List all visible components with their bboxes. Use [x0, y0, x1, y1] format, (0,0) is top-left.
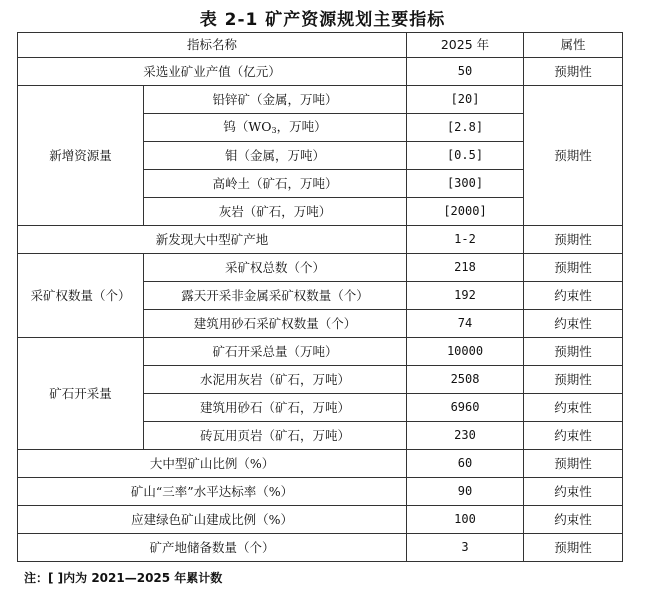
row-attr: 预期性 — [524, 366, 623, 394]
row-value: 100 — [407, 506, 524, 534]
table-row — [18, 58, 623, 86]
row-value: 6960 — [407, 394, 524, 422]
group-new-resources-attr: 预期性 — [524, 86, 623, 226]
row-value: 3 — [407, 534, 524, 562]
row-attr: 预期性 — [524, 534, 623, 562]
row-value: 218 — [407, 254, 524, 282]
table-row — [18, 478, 623, 506]
row-name-tungsten — [144, 114, 407, 142]
row-name: 露天开采非金属采矿权数量（个） — [144, 282, 407, 310]
row-name: 应建绿色矿山建成比例（%） — [18, 506, 407, 534]
row-name: 钼（金属，万吨） — [144, 142, 407, 170]
table-footnote: 注：[ ]内为 2021—2025 年累计数 — [24, 571, 223, 585]
row-value: 50 — [407, 58, 524, 86]
header-year: 2025 年 — [407, 33, 524, 58]
row-attr: 预期性 — [524, 254, 623, 282]
row-value: 230 — [407, 422, 524, 450]
header-attr: 属性 — [524, 33, 623, 58]
row-value: 60 — [407, 450, 524, 478]
row-value: [2000] — [407, 198, 524, 226]
table-header-row — [18, 33, 623, 58]
row-name: 新发现大中型矿产地 — [18, 226, 407, 254]
row-value: 90 — [407, 478, 524, 506]
row-value: [0.5] — [407, 142, 524, 170]
row-name: 建筑用砂石采矿权数量（个） — [144, 310, 407, 338]
row-name: 采矿权总数（个） — [144, 254, 407, 282]
table-row — [18, 534, 623, 562]
table-row — [18, 226, 623, 254]
name-suffix: ，万吨） — [276, 118, 327, 134]
row-name: 矿山“三率”水平达标率（%） — [18, 478, 407, 506]
row-value: 10000 — [407, 338, 524, 366]
row-name: 采选业矿业产值（亿元） — [18, 58, 407, 86]
group-ore-extraction: 矿石开采量 — [18, 338, 144, 450]
table-row — [18, 450, 623, 478]
row-value: [20] — [407, 86, 524, 114]
group-new-resources: 新增资源量 — [18, 86, 144, 226]
row-name: 灰岩（矿石，万吨） — [144, 198, 407, 226]
row-name: 水泥用灰岩（矿石，万吨） — [144, 366, 407, 394]
row-attr: 预期性 — [524, 450, 623, 478]
row-value: 2508 — [407, 366, 524, 394]
name-prefix: 钨（WO — [223, 118, 272, 134]
row-value: [300] — [407, 170, 524, 198]
table-row — [18, 254, 623, 282]
row-attr: 约束性 — [524, 478, 623, 506]
table-row — [18, 86, 623, 114]
row-name: 矿石开采总量（万吨） — [144, 338, 407, 366]
row-name: 砖瓦用页岩（矿石，万吨） — [144, 422, 407, 450]
header-indicator: 指标名称 — [18, 33, 407, 58]
row-attr: 约束性 — [524, 282, 623, 310]
row-attr: 约束性 — [524, 422, 623, 450]
group-mining-rights: 采矿权数量（个） — [18, 254, 144, 338]
row-attr: 约束性 — [524, 394, 623, 422]
row-name: 高岭土（矿石，万吨） — [144, 170, 407, 198]
row-name: 矿产地储备数量（个） — [18, 534, 407, 562]
row-value: 74 — [407, 310, 524, 338]
row-value: 1-2 — [407, 226, 524, 254]
row-attr: 预期性 — [524, 226, 623, 254]
row-attr: 约束性 — [524, 310, 623, 338]
row-value: [2.8] — [407, 114, 524, 142]
row-name: 铅锌矿（金属，万吨） — [144, 86, 407, 114]
table-title: 表 2-1 矿产资源规划主要指标 — [199, 10, 446, 30]
row-name: 建筑用砂石（矿石，万吨） — [144, 394, 407, 422]
row-attr: 预期性 — [524, 338, 623, 366]
name-subscript: 3 — [271, 125, 277, 135]
row-attr: 预期性 — [524, 58, 623, 86]
row-value: 192 — [407, 282, 524, 310]
row-attr: 约束性 — [524, 506, 623, 534]
table-row — [18, 338, 623, 366]
row-name: 大中型矿山比例（%） — [18, 450, 407, 478]
indicators-table — [17, 32, 623, 562]
table-row — [18, 506, 623, 534]
